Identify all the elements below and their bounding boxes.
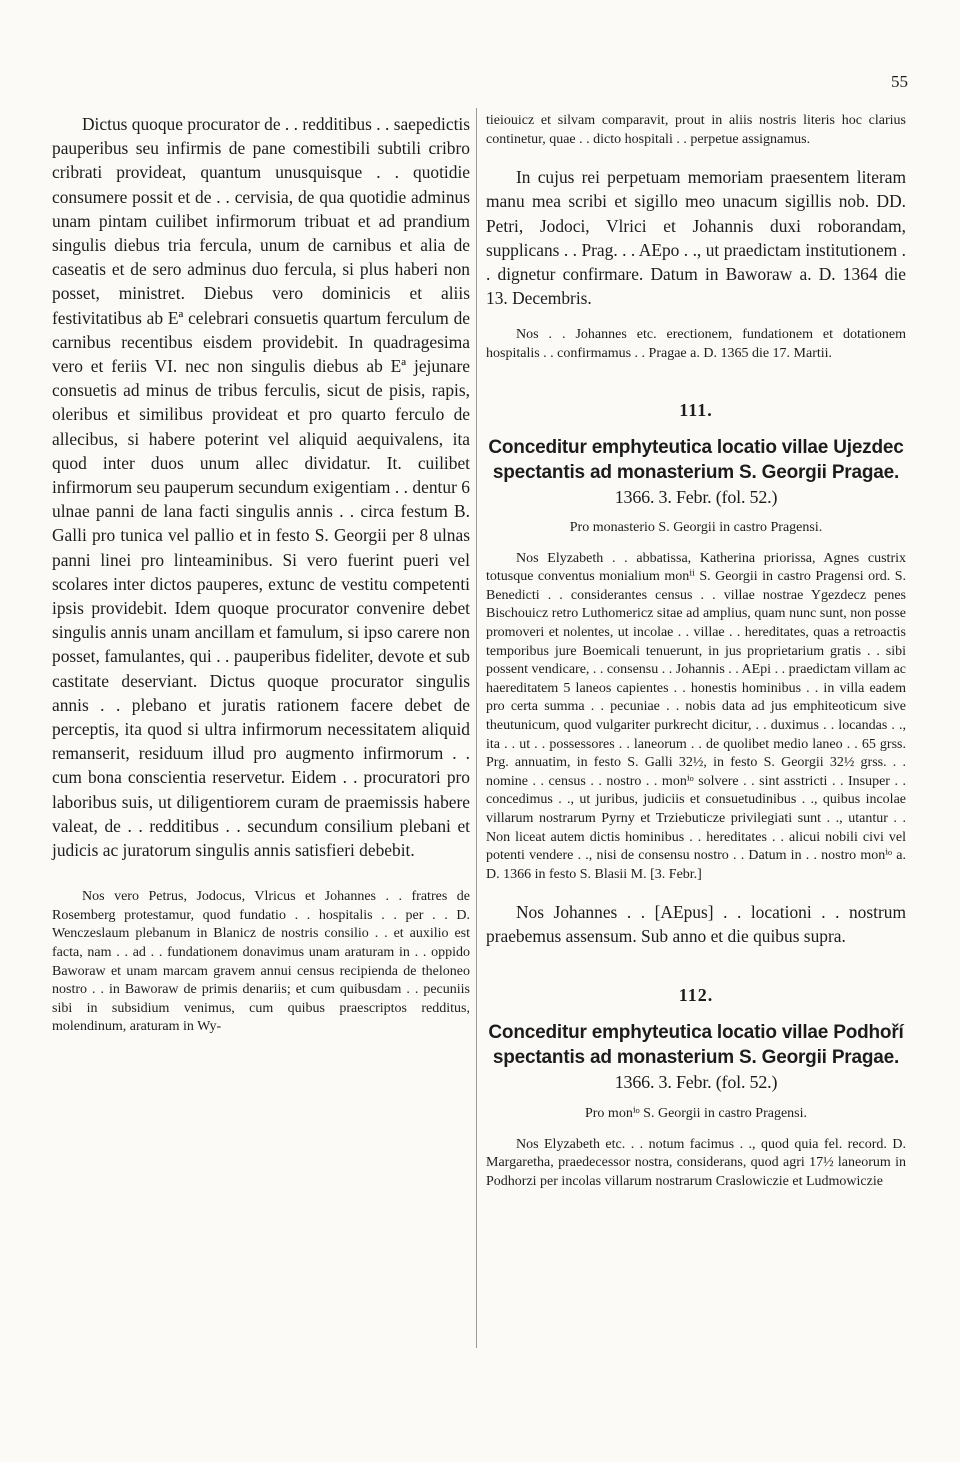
document-title-112 (486, 1020, 906, 1095)
document-source-111: Pro monasterio S. Georgii in castro Pragensi. (569, 519, 823, 535)
left-column (52, 112, 470, 1037)
document-date-112: 1366. 3. Febr. (fol. 52.) (614, 1071, 778, 1092)
document-title-111 (486, 435, 906, 510)
document-date-111: 1366. 3. Febr. (fol. 52.) (614, 486, 778, 507)
right-column (486, 112, 906, 1191)
confirmation-note: Nos . . Johannes etc. erectionem, fundationem et dotationem hospitalis . . confirmamus . . Pragae a. D. 1365 die 17. Martii. (486, 327, 906, 361)
document-source-112: Pro monⁱᵒ S. Georgii in castro Pragensi. (584, 1105, 808, 1121)
document-heading-111: Conceditur emphyteutica locatio villae Ujezdec spectantis ad monasterium S. Georgii Pragae. (488, 436, 904, 483)
document-text-112: Nos Elyzabeth etc. . . notum facimus . ., quod quia fel. record. D. Margaretha, praedecessor nostra, considerans, quod agri 17½ laneorum in Podhorzi per incolas villarum nostrarum Craslowiczie et Ludmowiczie (486, 1136, 906, 1189)
procurator-paragraph: Dictus quoque procurator de . . redditibus . . saepedictis pauperibus seu infirmis de pane comestibili subtili cribro cribrati provideat, quantum unusquisque . . quotidie consumere possit et de . . cervisia, de qua quotidie adminus unam pintam cuilibet infirmorum tribuat et ad prandium singulis diebus tria fercula, unum de carnibus et alia de caseatis et de sero adminus duo fercula, si plus haberi non posset, ministret. Diebus vero dominicis et aliis festivitatibus ab Eª celebrari consuetis quartum ferculum de carnibus recentibus eisdem providebit. In quadragesima vero et feriis VI. nec non singulis diebus ab Eª jejunare consuetis ad minus de tribus ferculis, sicut de pisis, rapis, oleribus et similibus provideat et pro quarto ferculo de allecibus, si habere poterint vel aliquid aequivalens, ita quod inter duos unum allec dividatur. It. cuilibet infirmorum seu pauperum secundum exigentiam . . dentur 6 ulnae panni de lana facti singulis annis . . circa festum B. Galli pro tunica vel pallio et in festo S. Georgii per 8 ulnas panni linei pro linteaminibus. Si vero fuerint pueri vel scolares inter dictos pauperes, extunc de vestitu competenti ipsis providebit. Idem quoque procurator convenire debet singulis annis unam ancillam et famulum, si ipso carere non posset, famulantes, qui . . pauperibus fideliter, devote et sub castitate deserviant. Dictus quoque procurator singulis annis . . plebano et juratis rationem facere debet de perceptis, ita quod si ultra infirmorum necessitatem aliquid remanserit, residuum illud pro augmento infirmorum . . cum bona conscientia reservetur. Eidem . . procuratori pro laboribus suis, ut diligentiorem curam de praemissis habere valeat, de . . redditibus . . secundum consilium plebani et judicis ac juratorum singulis annis satisfieri debebit. (52, 114, 470, 861)
cujus-rei-paragraph: In cujus rei perpetuam memoriam praesentem literam manu mea scribi et sigillo meo unacum sigillis nob. DD. Petri, Jodoci, Vlrici et Johannis duxi roborandam, supplicans . . Prag. . . AEpo . ., ut praedictam institutionem . . dignetur confirmare. Datum in Baworaw a. D. 1364 die 13. Decembris. (486, 167, 906, 309)
page-number: 55 (891, 72, 908, 91)
document-number-111: 111. (679, 399, 713, 420)
continuation-paragraph: tieiouicz et silvam comparavit, prout in aliis nostris literis hoc clarius continetur, quae . . dicto hospitali . . perpetue assignamus. (486, 113, 906, 147)
archbishop-assent-paragraph: Nos Johannes . . [AEpus] . . locationi . . nostrum praebemus assensum. Sub anno et die quibus supra. (486, 902, 906, 947)
rosemberg-paragraph: Nos vero Petrus, Jodocus, Vlricus et Johannes . . fratres de Rosemberg protestamur, quod fundatio . . hospitalis . . per . . D. Wenczeslaum plebanum in Blanicz de nostris consilio . . et auxilio est facta, nam . . ad . . fundationem donavimus unam araturam in . . oppido Baworaw et unam marcam gravem annui census recipienda de theloneo nostro . . in Baworaw de primis denariis; et cum quibusdam . . pecuniis sibi in subsidium venimus, cum quibus praescriptos redditus, molendinum, araturam in Wy- (52, 889, 470, 1035)
document-number-112: 112. (678, 984, 714, 1005)
column-divider (476, 108, 477, 1348)
document-heading-112: Conceditur emphyteutica locatio villae Podhoří spectantis ad monasterium S. Georgii Pragae. (488, 1021, 904, 1068)
document-text-111: Nos Elyzabeth . . abbatissa, Katherina priorissa, Agnes custrix totusque conventus monialium monⁱⁱ S. Georgii in castro Pragensi ord. S. Benedicti . . considerantes census . . villae nostrae Ygezdecz penes Bischouicz retro Luthomericz sitae ad amplius, quam nunc sunt, non posse promoveri et nolentes, ut incolae . . villae . . hereditates, quas a retroactis temporibus jure Boemicali tenuerunt, in jus proprietarium gratis . . sibi possent vendicare, . . consensu . . Johannis . . AEpi . . praedictam villam ac haereditatem 5 laneos capientes . . honestis hominibus . . in villa eadem pro certa summa . . pecuniae . . nobis data ad jus emphiteoticum sive theutunicum, quod vulgariter purkrecht dicitur, . . duximus . . locandas . ., ita . . ut . . possessores . . laneorum . . de quolibet medio laneo . . 65 grss. Prg. annuatim, in festo S. Galli 32½, in festo S. Georgii 32½ grss. . . nomine . . census . . nostro . . monⁱᵒ solvere . . sint asstricti . . Insuper . . concedimus . ., ut juribus, judiciis et consuetudinibus . ., quibus incolae villarum nostrarum Pyrny et Trziebuticze privilegiati sunt . ., utantur . . Non liceat autem dictis hominibus . . hereditates . . alicui nobili civi vel potenti vendere . ., nisi de consensu nostro . . Datum in . . nostro monⁱᵒ a. D. 1366 in festo S. Blasii M. [3. Febr.] (486, 550, 906, 882)
